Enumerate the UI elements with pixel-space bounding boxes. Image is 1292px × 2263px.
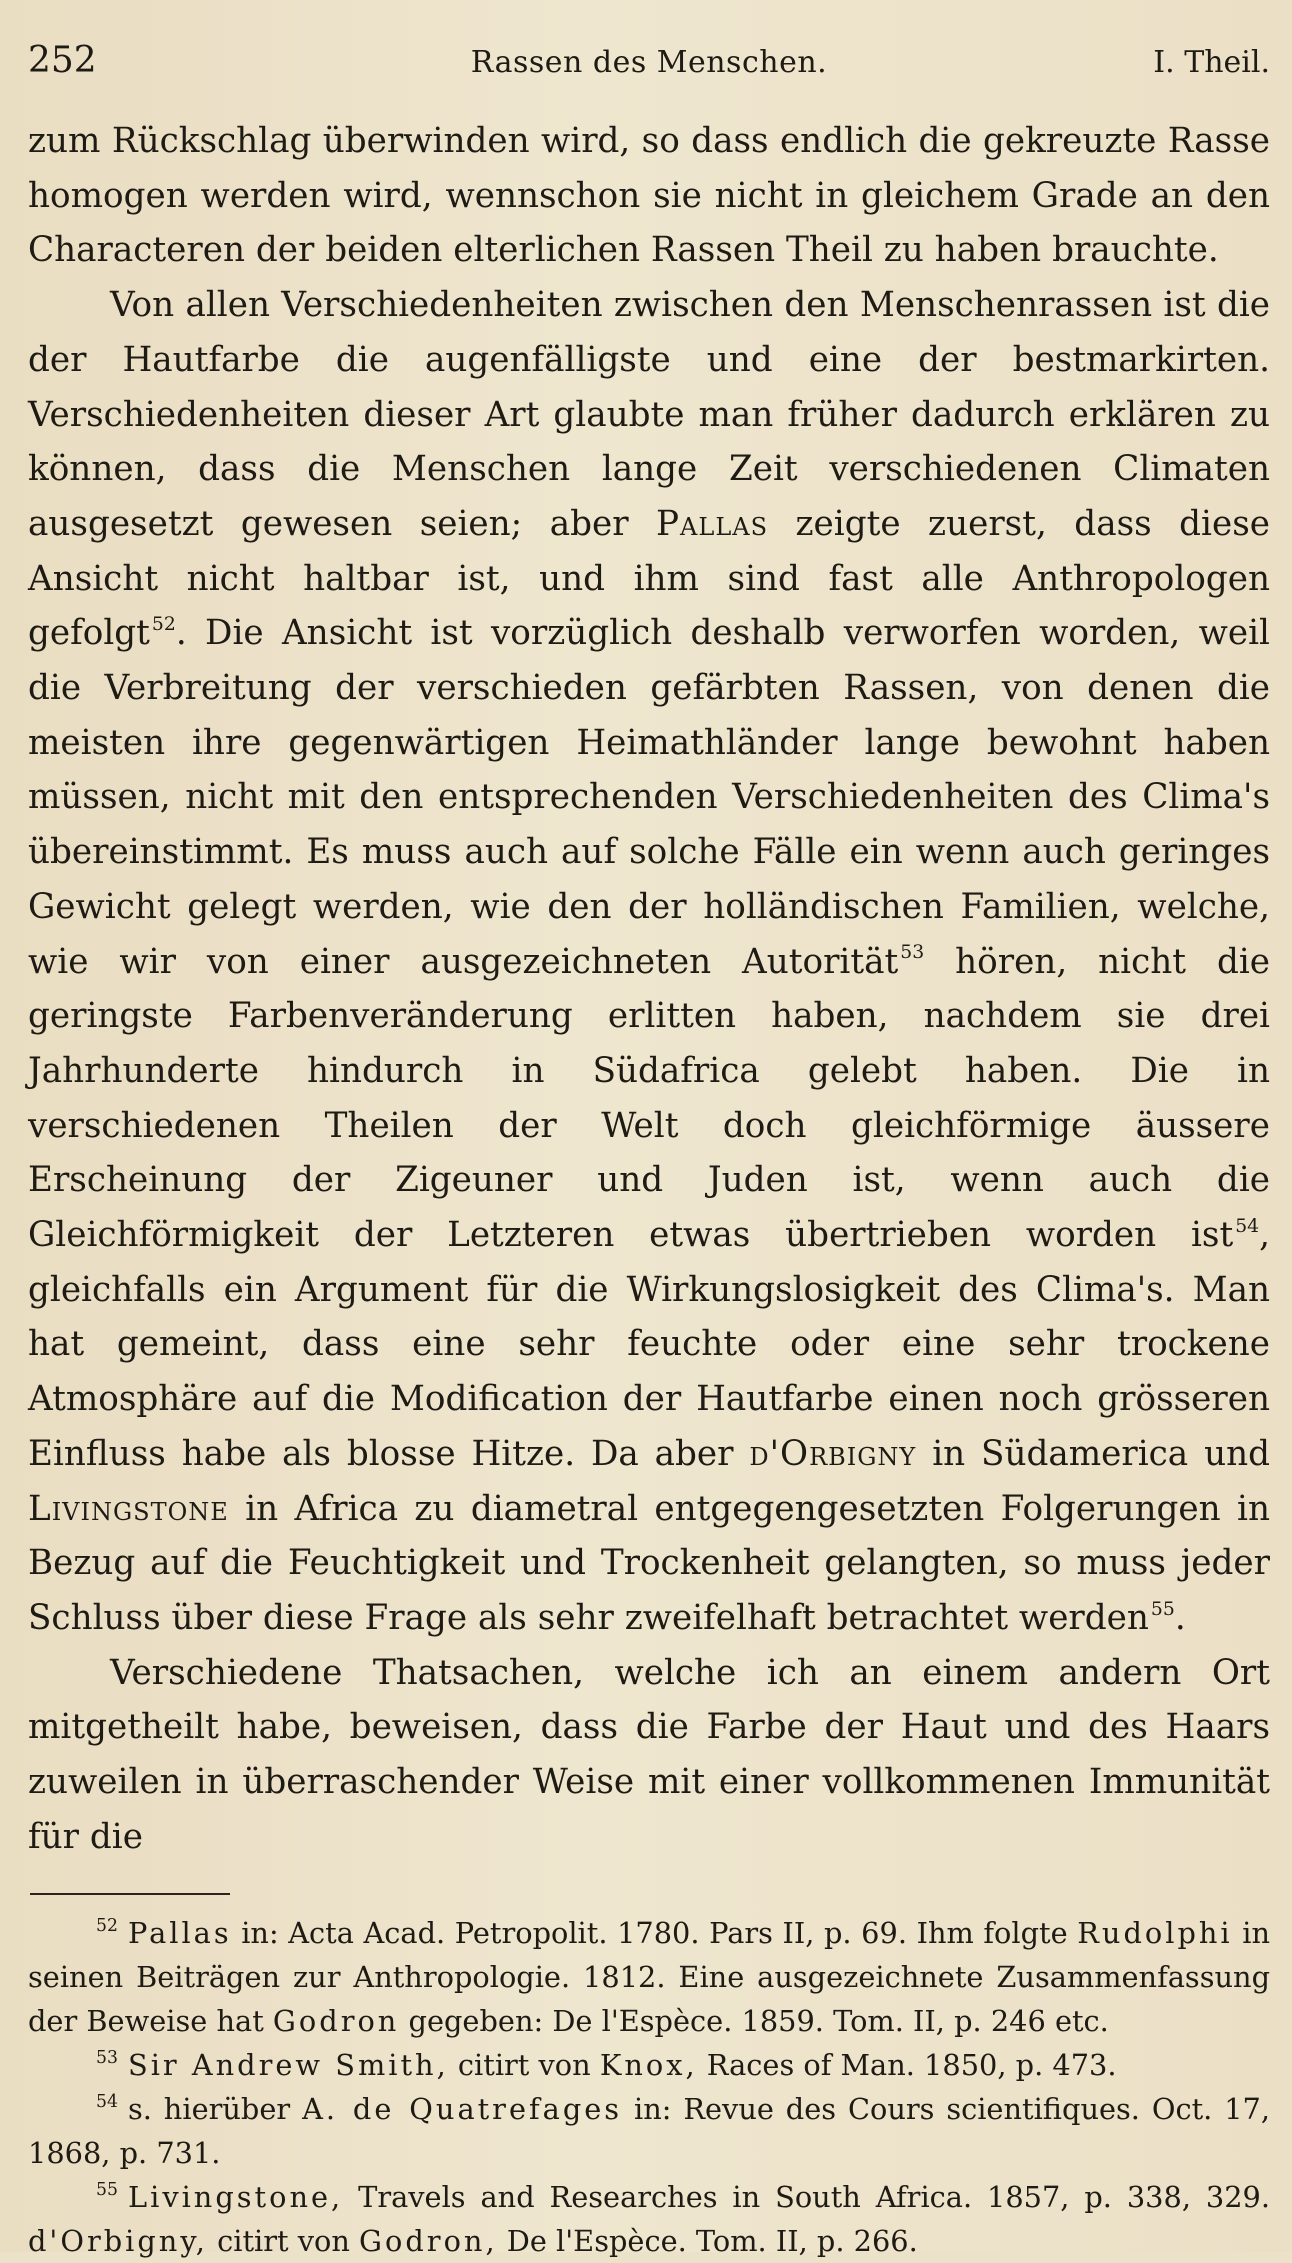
footnote-number: 54: [96, 2092, 118, 2113]
footnote-author: d'Orbigny,: [28, 2223, 208, 2258]
footnote-text: in: Acta Acad. Petropolit. 1780. Pars II, p. 69. Ihm folgte: [241, 1915, 1068, 1950]
footnote-ref: 53: [900, 942, 925, 964]
footnote-author: Livingstone,: [127, 2179, 344, 2214]
footnote-number: 55: [96, 2180, 118, 2201]
running-title: Rassen des Menschen.: [470, 45, 828, 80]
main-text: [28, 114, 1270, 1865]
paragraph-2: [28, 278, 1270, 1646]
footnote-text: in: Revue des Cours scientifiques. Oct. 17, 1868, p. 731.: [28, 2091, 1271, 2170]
footnote-text: in seinen Beiträgen zur Anthropologie. 1812. Eine ausgezeichnete Zusammenfassung der Beweise hat: [28, 1915, 1270, 2038]
author-name: Livingstone: [28, 1488, 229, 1529]
text-run: . Die Ansicht ist vorzüglich deshalb verworfen worden, weil die Verbreitung der verschieden gefärbten Rassen, von denen die meisten ihre gegenwärtigen Heimathländer lange bewohnt haben müssen, nicht mit den entsprechenden Verschiedenheiten des Clima's übereinstimmt. Es muss auch auf solche Fälle ein wenn auch geringes Gewicht gelegt werden, wie den der holländischen Familien, welche, wie wir von einer ausgezeichneten Autorität: [28, 613, 1270, 982]
text-run: Von allen Verschiedenheiten zwischen den Menschenrassen ist die der Hautfarbe die augenfälligste und eine der bestmarkirten. Verschiedenheiten dieser Art glaubte man früher dadurch erklären zu können, dass die Menschen lange Zeit verschiedenen Climaten ausgesetzt gewesen seien; aber: [28, 285, 1270, 544]
footnote-number: 53: [96, 2048, 118, 2069]
text-run: .: [1174, 1597, 1186, 1638]
footnote-author: Pallas: [127, 1915, 232, 1950]
footnote-ref: 52: [151, 614, 176, 636]
footnote-text: s. hierüber: [127, 2091, 291, 2126]
footnote-53: [28, 2043, 1270, 2087]
footnote-author: Sir Andrew Smith,: [127, 2047, 449, 2082]
footnote-author: Rudolphi: [1077, 1915, 1233, 1950]
page-header: [28, 40, 1270, 96]
text-run: hören, nicht die geringste Farbenveränderung erlitten haben, nachdem sie drei Jahrhunderte hindurch in Südafrica gelebt haben. Die in verschiedenen Theilen der Welt doch gleichförmige äussere Erscheinung der Zigeuner und Juden ist, wenn auch die Gleichförmigkeit der Letzteren etwas übertrieben worden ist: [28, 941, 1271, 1256]
footnote-52: [28, 1911, 1270, 2043]
footnote-ref: 54: [1235, 1215, 1260, 1237]
footnote-author: Godron,: [359, 2223, 498, 2258]
text-run: zeigte zuerst, dass diese Ansicht nicht haltbar ist, und ihm sind fast alle Anthropologen gefolgt: [28, 503, 1270, 654]
footnote-text: citirt von: [217, 2223, 350, 2258]
footnote-author: A. de Quatrefages: [302, 2091, 623, 2126]
footnote-text: Travels and Researches in South Africa. 1857, p. 338, 329.: [358, 2179, 1271, 2214]
footnote-55: [28, 2175, 1270, 2263]
part-label: I. Theil.: [1153, 45, 1270, 80]
paragraph-3: Verschiedene Thatsachen, welche ich an einem andern Ort mitgetheilt habe, beweisen, dass die Farbe der Haut und des Haars zuweilen in überraschender Weise mit einer vollkommenen Immunität für die: [28, 1652, 1270, 1857]
author-name: d'Orbigny: [749, 1433, 917, 1474]
text-run: , gleichfalls ein Argument für die Wirkungslosigkeit des Clima's. Man hat gemeint, dass eine sehr feuchte oder eine sehr trockene Atmosphäre auf die Modification der Hautfarbe einen noch grösseren Einfluss habe als blosse Hitze. Da aber: [28, 1215, 1270, 1474]
footnote-54: [28, 2087, 1270, 2175]
footnotes: [28, 1911, 1270, 2263]
footnote-ref: 55: [1150, 1598, 1175, 1620]
footnote-text: citirt von: [457, 2047, 591, 2082]
footnote-divider: [30, 1893, 230, 1895]
footnote-number: 52: [96, 1916, 118, 1937]
footnote-text: De l'Espèce. Tom. II, p. 266.: [506, 2223, 918, 2258]
footnote-author: Knox,: [599, 2047, 698, 2082]
footnote-text: gegeben: De l'Espèce. 1859. Tom. II, p. 246 etc.: [408, 2003, 1109, 2038]
text-run: in Africa zu diametral entgegengesetzten Folgerungen in Bezug auf die Feuchtigkeit und Trockenheit gelangten, so muss jeder Schluss über diese Frage als sehr zweifelhaft betrachtet werden: [28, 1488, 1270, 1638]
paragraph-1: zum Rückschlag überwinden wird, so dass endlich die gekreuzte Rasse homogen werden wird, wennschon sie nicht in gleichem Grade an den Characteren der beiden elterlichen Rassen Theil zu haben brauchte.: [28, 121, 1270, 271]
page-number: 252: [28, 40, 97, 81]
text-run: in Südamerica und: [932, 1433, 1271, 1474]
footnote-author: Godron: [272, 2003, 400, 2038]
author-name: Pallas: [656, 503, 769, 544]
footnote-text: Races of Man. 1850, p. 473.: [706, 2047, 1117, 2082]
